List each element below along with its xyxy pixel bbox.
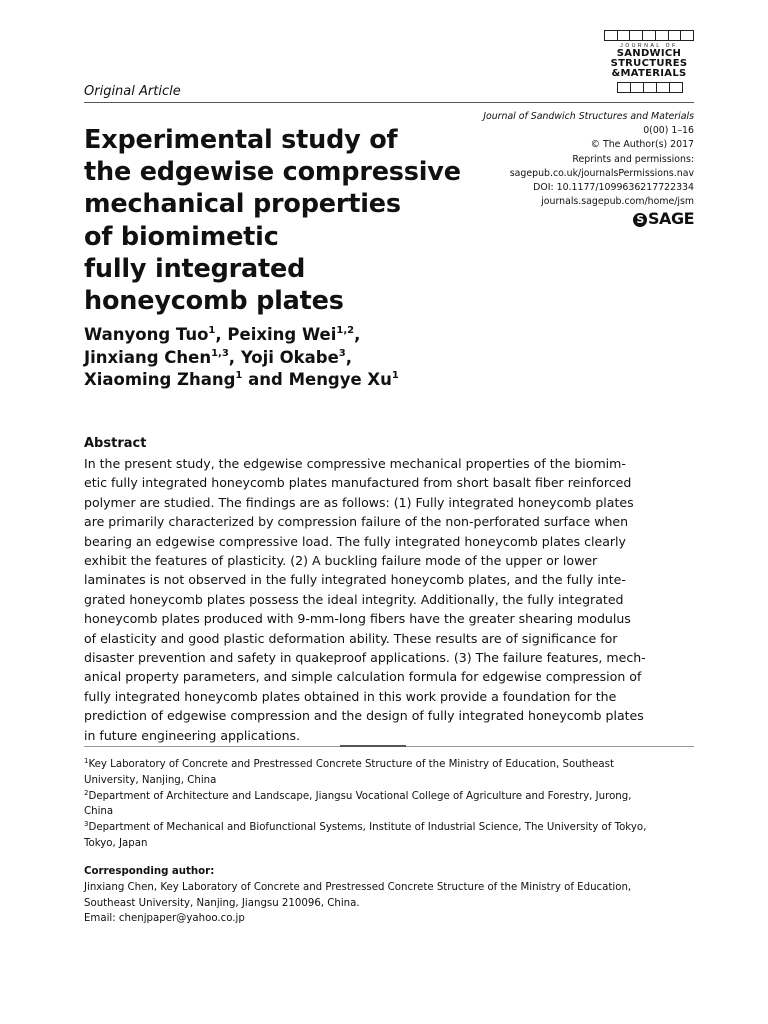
author-affil-mark: 1 bbox=[391, 370, 399, 381]
author-affil-mark: 3 bbox=[338, 347, 346, 359]
abstract-line: anical property parameters, and simple calculation formula for edgewise compression of bbox=[84, 669, 642, 685]
title-line: mechanical properties bbox=[84, 189, 401, 220]
author-name[interactable]: Mengye Xu bbox=[288, 370, 392, 389]
author-line-2: Jinxiang Chen$^{1,3}$, Yoji Okabe$^3$, bbox=[84, 347, 353, 367]
abstract-line: prediction of edgewise compression and the design of fully integrated honeycomb plates bbox=[84, 708, 644, 724]
logo-journal-of: JOURNAL OF bbox=[620, 43, 678, 49]
author-and: and bbox=[248, 370, 283, 389]
abstract-line: disaster prevention and safety in quakeproof applications. (3) The failure features, mech- bbox=[84, 650, 646, 666]
corresponding-line: Southeast University, Nanjing, Jiangsu 210096, China. bbox=[84, 897, 360, 909]
publisher-name: SAGE bbox=[648, 209, 694, 228]
abstract-line: etic fully integrated honeycomb plates manufactured from short basalt fiber reinforced bbox=[84, 475, 632, 491]
author-name[interactable]: Yoji Okabe bbox=[240, 347, 339, 367]
sage-icon: S bbox=[633, 213, 647, 227]
author-affil-mark: 1 bbox=[208, 325, 216, 336]
title-line: the edgewise compressive bbox=[84, 157, 461, 188]
reprints-label: Reprints and permissions: bbox=[572, 153, 694, 165]
abstract-line: are primarily characterized by compression failure of the non-perforated surface when bbox=[84, 514, 629, 530]
abstract-line: fully integrated honeycomb plates obtained in this work provide a foundation for the bbox=[84, 688, 617, 704]
affiliation-line bbox=[84, 757, 696, 773]
author-affil-mark: 1 bbox=[235, 370, 243, 381]
affil-mark: 2 bbox=[84, 788, 89, 797]
abstract-line: exhibit the features of plasticity. (2) A buckling failure mode of the upper or lower bbox=[84, 553, 598, 569]
publisher-logo bbox=[600, 209, 694, 228]
author-list bbox=[84, 324, 544, 392]
title-line: Experimental study of bbox=[84, 125, 398, 155]
author-affil-mark: 1,3 bbox=[211, 347, 229, 359]
affiliation-line: University, Nanjing, China bbox=[84, 774, 217, 786]
abstract-heading: Abstract bbox=[84, 436, 147, 451]
author-line-1: Wanyong Tuo$^1$, Peixing Wei$^{1,2}$, bbox=[84, 325, 361, 344]
abstract-line: bearing an edgewise compressive load. The fully integrated honeycomb plates clearly bbox=[84, 533, 626, 549]
affil-mark: 1 bbox=[84, 757, 89, 765]
affiliation-line bbox=[84, 820, 696, 836]
article-title bbox=[84, 124, 504, 317]
abstract-line: In the present study, the edgewise compressive mechanical properties of the biomim- bbox=[84, 456, 626, 471]
journal-home-link[interactable]: journals.sagepub.com/home/jsm bbox=[541, 196, 694, 208]
abstract-body bbox=[84, 454, 694, 745]
title-line: fully integrated bbox=[84, 253, 306, 284]
author-line-3 bbox=[84, 369, 544, 392]
author-affil-mark: 1,2 bbox=[336, 325, 355, 336]
corresponding-email[interactable]: Email: chenjpaper@yahoo.co.jp bbox=[84, 913, 245, 925]
author-name[interactable]: Jinxiang Chen bbox=[84, 347, 212, 367]
logo-line-2: STRUCTURES bbox=[610, 58, 688, 69]
affiliation-line: Tokyo, Japan bbox=[84, 837, 148, 849]
abstract-line: grated honeycomb plates possess the ideal integrity. Additionally, the fully integrated bbox=[84, 591, 624, 607]
affil-text: Department of Architecture and Landscape, Jiangsu Vocational College of Agriculture and Forestry, Jurong, bbox=[88, 790, 632, 802]
copyright: © The Author(s) 2017 bbox=[590, 139, 694, 151]
journal-logo bbox=[604, 30, 694, 93]
author-name[interactable]: Peixing Wei bbox=[227, 325, 337, 344]
logo-top-bar bbox=[604, 30, 694, 41]
affil-mark: 3 bbox=[84, 820, 89, 829]
logo-bottom-bar bbox=[617, 82, 683, 93]
corresponding-author bbox=[84, 864, 696, 927]
affil-text: Department of Mechanical and Biofunctional Systems, Institute of Industrial Science, The University of Tokyo, bbox=[88, 822, 647, 834]
affiliations bbox=[84, 757, 696, 852]
author-name[interactable]: Xiaoming Zhang bbox=[84, 370, 236, 389]
footnote-rule-accent bbox=[340, 745, 406, 747]
affil-text: Key Laboratory of Concrete and Prestressed Concrete Structure of the Ministry of Education, Southeast bbox=[88, 759, 614, 770]
abstract-line: of elasticity and good plastic deformation ability. These results are of significance for bbox=[84, 630, 618, 646]
title-line: honeycomb plates bbox=[84, 286, 344, 317]
author-name[interactable]: Wanyong Tuo bbox=[84, 325, 209, 344]
reprints-link[interactable]: sagepub.co.uk/journalsPermissions.nav bbox=[509, 167, 694, 179]
abstract-line: honeycomb plates produced with 9-mm-long fibers have the greater shearing modulus bbox=[84, 611, 631, 627]
volume-pages: 0(00) 1–16 bbox=[643, 125, 694, 137]
affiliation-line: China bbox=[84, 806, 114, 818]
corresponding-line: Jinxiang Chen, Key Laboratory of Concrete and Prestressed Concrete Structure of the Ministry of Education, bbox=[84, 881, 632, 893]
abstract-line: polymer are studied. The findings are as follows: (1) Fully integrated honeycomb plates bbox=[84, 494, 634, 510]
header-rule bbox=[84, 102, 694, 103]
doi[interactable]: DOI: 10.1177/1099636217722334 bbox=[533, 182, 694, 194]
corresponding-heading: Corresponding author: bbox=[84, 866, 215, 877]
abstract-line: laminates is not observed in the fully integrated honeycomb plates, and the fully inte- bbox=[84, 572, 626, 588]
affiliation-line bbox=[84, 789, 696, 805]
article-type: Original Article bbox=[84, 84, 181, 99]
abstract-line: in future engineering applications. bbox=[84, 727, 301, 743]
title-line: of biomimetic bbox=[84, 221, 279, 252]
journal-name: Journal of Sandwich Structures and Materials bbox=[483, 111, 694, 122]
logo-line-1: SANDWICH bbox=[616, 48, 682, 59]
logo-line-3: &MATERIALS bbox=[611, 68, 687, 79]
